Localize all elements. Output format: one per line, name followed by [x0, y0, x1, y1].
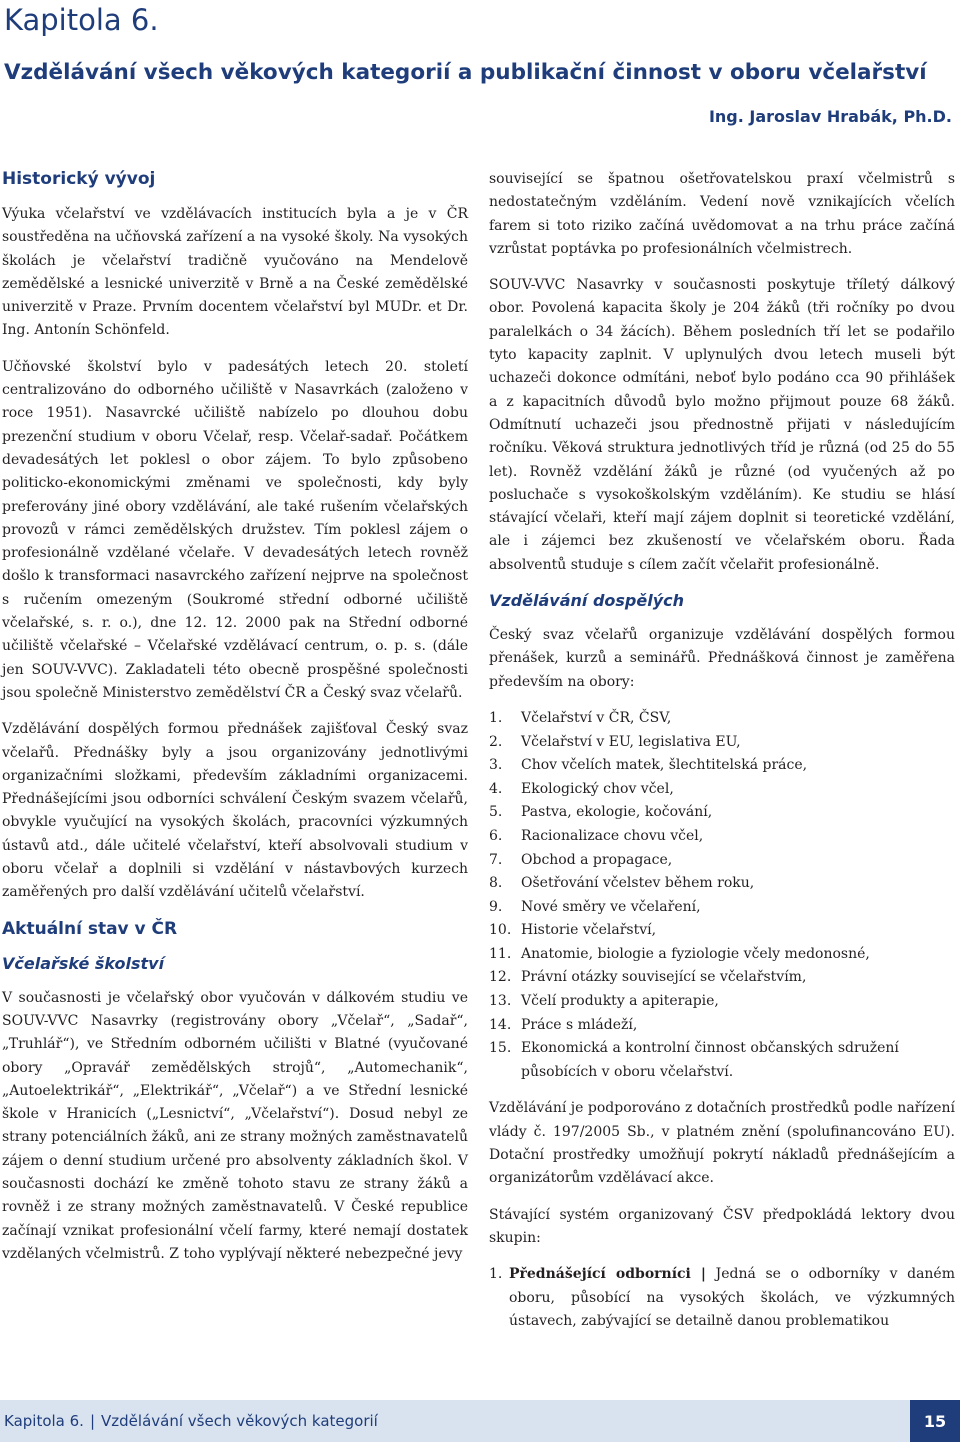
section-heading-history: Historický vývoj — [2, 169, 156, 189]
list-item-number: 1. — [489, 709, 503, 726]
list-item — [489, 1014, 955, 1038]
list-item-text: Pastva, ekologie, kočování, — [521, 804, 713, 821]
list-item — [489, 896, 955, 920]
paragraph: související se špatnou ošetřovatelskou praxí včelmistrů s nedostatečným vzděláním. Vedení nově vznikajících včelích farem si toto riziko začíná uvědomovat a na trhu práce začíná vzrůstat poptávka po profesionálních včelmistrech. — [489, 171, 955, 257]
list-item-number: 10. — [489, 922, 512, 939]
list-item — [489, 966, 955, 990]
list-item-number: 14. — [489, 1016, 512, 1033]
list-item-number: 2. — [489, 733, 503, 750]
list-item — [489, 1037, 955, 1084]
list-item — [489, 754, 955, 778]
lecturer-groups-list — [489, 1263, 955, 1333]
author-name: Ing. Jaroslav Hrabák, Ph.D. — [708, 107, 952, 126]
list-item-text: Ošetřování včelstev během roku, — [521, 875, 755, 892]
list-item-number: 4. — [489, 780, 503, 797]
list-item — [489, 943, 955, 967]
list-item-text: Právní otázky související se včelařstvím, — [521, 969, 807, 986]
list-item-number: 3. — [489, 757, 503, 774]
chapter-label: Kapitola 6. — [4, 3, 159, 37]
list-item-text: Včelařství v ČR, ČSV, — [521, 709, 672, 726]
list-item-number: 8. — [489, 875, 503, 892]
list-item-body: Jedná se o odborníky v daném oboru, působící na vysokých školách, ve výzkumných ústavech, zabývající se detailně danou problematikou — [509, 1266, 955, 1329]
list-item-number: 1. — [489, 1266, 503, 1283]
paragraph: Stávající systém organizovaný ČSV předpokládá lektory dvou skupin: — [489, 1206, 955, 1246]
subsection-heading-schools: Včelařské školství — [2, 953, 165, 973]
list-item-number: 12. — [489, 969, 512, 986]
list-item — [489, 990, 955, 1014]
topics-list — [489, 707, 955, 1085]
footer-title: Vzdělávání všech věkových kategorií — [101, 1412, 378, 1430]
list-item-number: 7. — [489, 851, 503, 868]
list-item-text: Včelí produkty a apiterapie, — [521, 993, 719, 1010]
paragraph: Vzdělávání dospělých formou přednášek zajišťoval Český svaz včelařů. Přednášky byly a jsou organizovány jednotlivými organizačními složkami, především základními organizacemi. Přednášejícími jsou odborníci schválení Českým svazem včelařů, obvykle vyučující na vysokých školách, pracovníci výzkumných ústavů atd., dále učitelé včelařství, kteří absolvovali studium v oboru včelař a doplnili si vzdělání v nástavbových kurzech zaměřených pro další vzdělávání učitelů včelařství. — [2, 721, 468, 901]
list-item-number: 6. — [489, 827, 503, 844]
list-item-number: 15. — [489, 1040, 512, 1057]
list-item-text: Nové směry ve včelaření, — [521, 898, 701, 915]
list-item — [489, 778, 955, 802]
paragraph: Vzdělávání je podporováno z dotačních prostředků podle nařízení vlády č. 197/2005 Sb., v platném znění (spolufinancováno EU). Dotační prostředky umožňují pokrytí nákladů přednášejícím a organizátorům vzdělávací akce. — [489, 1100, 955, 1187]
footer-text — [4, 1410, 378, 1432]
footer-separator: | — [89, 1412, 96, 1430]
list-item — [489, 919, 955, 943]
list-item — [489, 801, 955, 825]
list-item-lead: Přednášející odborníci | — [509, 1266, 707, 1283]
list-item-text: Anatomie, biologie a fyziologie včely medonosné, — [521, 945, 870, 962]
list-item-text: Racionalizace chovu včel, — [521, 827, 704, 844]
list-item-text: Ekologický chov včel, — [521, 780, 674, 797]
paragraph: SOUV-VVC Nasavrky v současnosti poskytuje tříletý dálkový obor. Povolená kapacita školy je 204 žáků (tři ročníky po dvou paralelkách o 34 žácích). Během posledních tří let se podařilo tyto kapacity zaplnit. V uplynulých dvou letech museli být uchazeči dokonce odmítáni, neboť bylo podáno cca 90 přihlášek a z kapacitních důvodů bylo možno přijmout pouze 68 žáků. Odmítnutí uchazeči jsou přednostně přijati v následujícím ročníku. Věková struktura jednotlivých tříd je různá (od 25 do 55 let). Rovněž vzdělání žáků je různé (od vyučených až po posluchače s vysokoškolským vzděláním). Ke studiu se hlásí stávající včelaři, kteří mají zájem doplnit si teoretické vzdělání, ale i zájemci bez zkušeností ve včelařském oboru. Řada absolventů studuje s cílem začít včelařit profesionálně. — [489, 277, 955, 573]
paragraph: Výuka včelařství ve vzdělávacích institucích byla a je v ČR soustředěna na učňovská zařízení a na vysoké školy. Na vysokých školách je včelařství tradičně vyučováno na Mendelově zemědělské a lesnické univerzitě v Brně a na České zemědělské univerzitě v Praze. Prvním docentem včelařství byl MUDr. et Dr. Ing. Antonín Schönfeld. — [2, 206, 468, 339]
list-item — [489, 1263, 955, 1333]
list-item-number: 11. — [489, 945, 512, 962]
list-item-text: Chov včelích matek, šlechtitelská práce, — [521, 757, 808, 774]
list-item — [489, 825, 955, 849]
list-item-text: Historie včelařství, — [521, 922, 657, 939]
list-item-text: Práce s mládeží, — [521, 1016, 638, 1033]
list-item-text: Obchod a propagace, — [521, 851, 673, 868]
right-column — [489, 168, 955, 1333]
list-item-number: 9. — [489, 898, 503, 915]
subsection-heading-adult-education: Vzdělávání dospělých — [489, 591, 685, 611]
left-column — [2, 168, 468, 1279]
page-number: 15 — [910, 1400, 960, 1442]
paragraph: Český svaz včelařů organizuje vzdělávání dospělých formou přenášek, kurzů a seminářů. Přednášková činnost je zaměřena především na obory: — [489, 627, 955, 690]
list-item — [489, 849, 955, 873]
page-footer — [0, 1400, 960, 1442]
list-item-text: Ekonomická a kontrolní činnost občanských sdružení působících v oboru včelařství. — [521, 1040, 899, 1080]
list-item — [489, 872, 955, 896]
section-heading-current-state: Aktuální stav v ČR — [2, 918, 178, 939]
paragraph: V současnosti je včelařský obor vyučován v dálkovém studiu ve SOUV-VVC Nasavrky (registrovány obory „Včelař“, „Sadař“, „Truhlář“), ve Středním odborném učilišti v Blatné (vyučované obory „Opravář zemědělských strojů“, „Automechanik“, „Autoelektrikář“, „Elektrikář“, „Včelař“) a ve Střední lesnické škole v Hranicích („Lesnictví“, „Včelařství“). Dosud nebyl ze strany potenciálních žáků, ani ze strany možných zaměstnavatelů zájem o denní studium určené pro absolventy základních škol. V současnosti dochází ke změně tohoto stavu ze strany žáků a rovněž i ze strany možných zaměstnavatelů. V České republice začínají vznikat profesionální včelí farmy, které nemají dostatek vzdělaných včelmistrů. Z toho vyplývají některé nebezpečné jevy — [2, 989, 468, 1262]
list-item — [489, 707, 955, 731]
list-item-number: 5. — [489, 804, 503, 821]
footer-chapter: Kapitola 6. — [4, 1412, 84, 1430]
list-item — [489, 731, 955, 755]
list-item-text — [509, 1263, 955, 1333]
list-item-number: 13. — [489, 993, 512, 1010]
paragraph: Učňovské školství bylo v padesátých letech 20. století centralizováno do odborného učiliště v Nasavrkách (založeno v roce 1951). Nasavrcké učiliště nabízelo po dlouhou dobu prezenční studium v oboru Včelař, resp. Včelař-sadař. Počátkem devadesátých let poklesl o obor zájem. To bylo způsobeno politicko-ekonomickými změnami ve společnosti, kdy byly preferovány jiné obory vzdělávání, ale také rušením včelařských provozů v rámci zemědělských družstev. Tím poklesl zájem o profesionálně vzdělané včelaře. V devadesátých letech rovněž došlo k transformaci nasavrckého zařízení nejprve na společnost s ručením omezeným (Soukromé střední odborné učiliště včelařské, s. r. o.), dne 12. 12. 2000 pak na Střední odborné učiliště včelařské – Včelařské vzdělávací centrum, o. p. s. (dále jen SOUV-VVC). Zakladateli této obecně prospěšné společnosti jsou společně Ministerstvo zemědělství ČR a Český svaz včelařů. — [2, 358, 468, 701]
list-item-text: Včelařství v EU, legislativa EU, — [521, 733, 741, 750]
chapter-title: Vzdělávání všech věkových kategorií a publikační činnost v oboru včelařství — [4, 60, 927, 85]
